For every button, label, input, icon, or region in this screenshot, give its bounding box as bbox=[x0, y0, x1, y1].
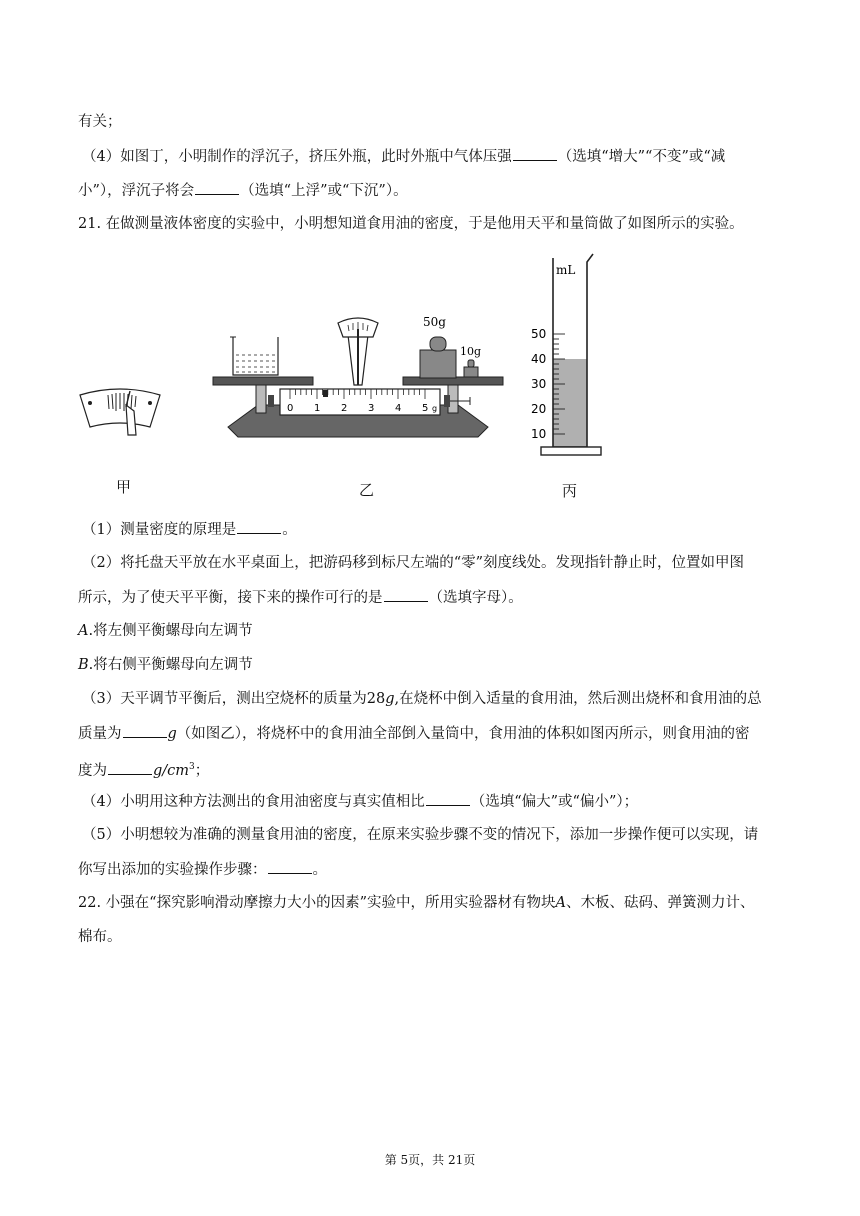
ruler-unit: g bbox=[432, 404, 438, 413]
option-a[interactable]: A.将左侧平衡螺母向左调节 bbox=[78, 623, 253, 639]
part-2-line-1: （2）将托盘天平放在水平桌面上，把游码移到标尺左端的“零”刻度线处。发现指针静止时，位置如甲图 bbox=[82, 555, 745, 571]
ruler-tick-label: 0 bbox=[287, 403, 294, 414]
ruler-tick-label: 4 bbox=[395, 403, 402, 414]
figure-bing-cylinder bbox=[525, 252, 615, 462]
cylinder-tick-label: 30 bbox=[531, 377, 547, 391]
page-footer: 第 5页，共 21页 bbox=[384, 1153, 476, 1167]
answer-blank[interactable] bbox=[237, 519, 281, 534]
caption-jia: 甲 bbox=[116, 478, 132, 496]
part-2-line-2: 所示，为了使天平平衡，接下来的操作可行的是 （选填字母）。 bbox=[78, 587, 523, 608]
cylinder-tick-label: 20 bbox=[531, 402, 547, 416]
question-21-stem: 21. 在做测量液体密度的实验中，小明想知道食用油的密度，于是他用天平和量筒做了如图所示的实验。 bbox=[78, 216, 744, 232]
part-3-line-3: 度为 $g/cm^3$； bbox=[78, 757, 209, 781]
question-4-line-2: 小”），浮沉子将会 （选填“上浮”或“下沉”）。 bbox=[78, 180, 408, 201]
cylinder-unit: mL bbox=[556, 263, 576, 277]
weight-10g-label: 10g bbox=[460, 345, 482, 358]
answer-blank[interactable] bbox=[426, 791, 470, 806]
ruler-tick-label: 5 bbox=[422, 403, 429, 414]
part-5-line-2: 你写出添加的实验操作步骤： 。 bbox=[78, 859, 327, 880]
answer-blank[interactable] bbox=[123, 723, 167, 738]
question-22-line-2: 棉布。 bbox=[78, 929, 122, 945]
part-3-line-1: （3）天平调节平衡后，测出空烧杯的质量为28g,在烧杯中倒入适量的食用油，然后测出烧杯和食用油的总 bbox=[82, 691, 762, 707]
answer-blank[interactable] bbox=[268, 859, 312, 874]
option-b[interactable]: B.将右侧平衡螺母向左调节 bbox=[78, 657, 253, 673]
part-1: （1）测量密度的原理是 。 bbox=[82, 519, 297, 540]
answer-blank[interactable] bbox=[195, 180, 239, 195]
caption-yi: 乙 bbox=[359, 481, 375, 499]
text-line: 有关； bbox=[78, 114, 122, 130]
question-22-line-1: 22. 小强在“探究影响滑动摩擦力大小的因素”实验中，所用实验器材有物块A、木板、砝码、弹簧测力计、 bbox=[78, 895, 755, 911]
weight-50g-label: 50g bbox=[423, 315, 446, 329]
answer-blank[interactable] bbox=[513, 146, 557, 161]
part-5-line-1: （5）小明想较为准确的测量食用油的密度，在原来实验步骤不变的情况下，添加一步操作便可以实现，请 bbox=[82, 827, 759, 843]
ruler-tick-label: 2 bbox=[341, 403, 348, 414]
ruler-tick-label: 1 bbox=[314, 403, 321, 414]
cylinder-tick-label: 10 bbox=[531, 427, 547, 441]
ruler-tick-label: 3 bbox=[368, 403, 375, 414]
question-4-line-1: （4）如图丁，小明制作的浮沉子，挤压外瓶，此时外瓶中气体压强 （选填“增大”“不变”或“减 bbox=[82, 146, 725, 167]
caption-bing: 丙 bbox=[562, 482, 578, 500]
cylinder-tick-label: 50 bbox=[531, 327, 547, 341]
answer-blank[interactable] bbox=[384, 587, 428, 602]
figure-yi-balance bbox=[208, 315, 508, 455]
part-3-line-2: 质量为 g（如图乙），将烧杯中的食用油全部倒入量筒中，食用油的体积如图丙所示，则食用油的密 bbox=[78, 723, 750, 744]
rider[interactable] bbox=[323, 390, 328, 397]
answer-blank[interactable] bbox=[108, 760, 152, 775]
cylinder-tick-label: 40 bbox=[531, 352, 547, 366]
part-4: （4）小明用这种方法测出的食用油密度与真实值相比 （选填“偏大”或“偏小”）； bbox=[82, 791, 638, 812]
figure-jia-pointer bbox=[70, 385, 170, 445]
